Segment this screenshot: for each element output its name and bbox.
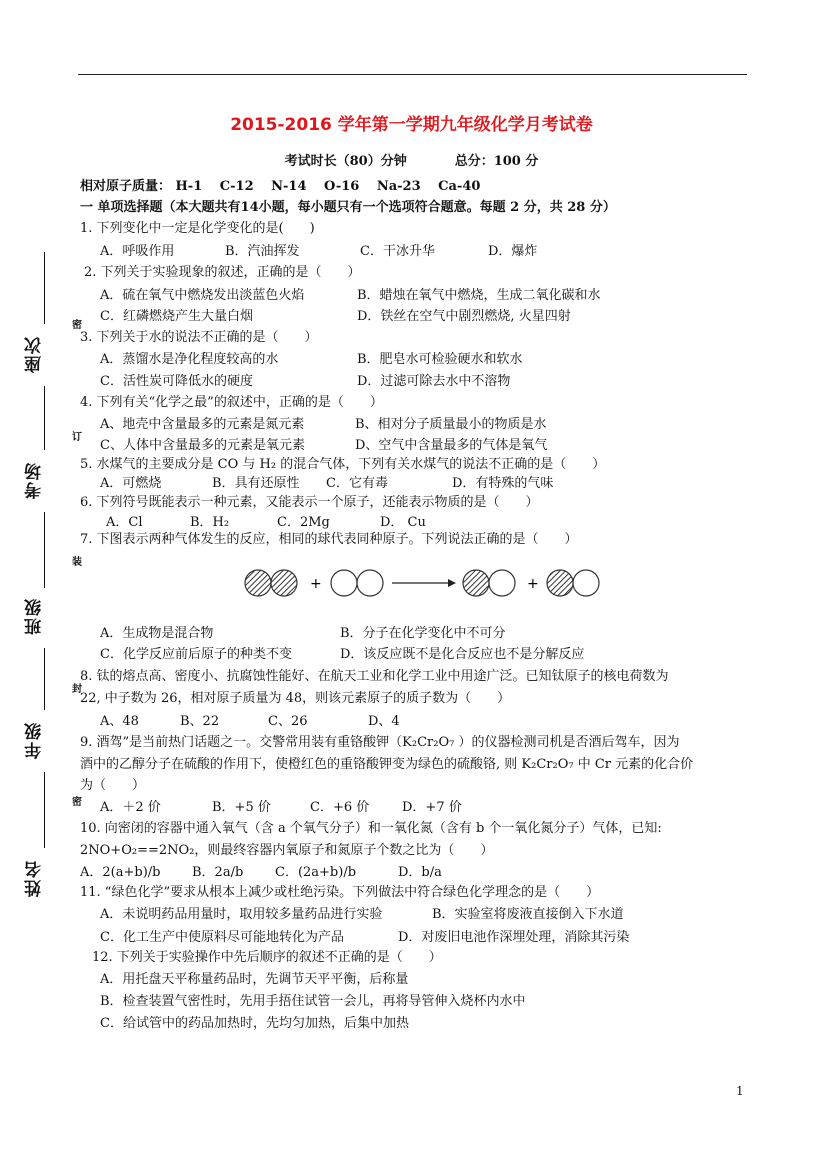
option-b: B、相对分子质量最小的物质是水 (355, 417, 547, 432)
side-label-name: 姓名 (25, 859, 45, 897)
reaction-diagram (240, 562, 610, 604)
option-a: A．呼吸作用 (100, 244, 175, 259)
option-c: C．红磷燃烧产生大量白烟 (100, 309, 253, 324)
question-stem: 10. 向密闭的容器中通入氧气（含 a 个氧气分子）和一氧化氮（含有 b 个一氧化氮分子）气体，已知: (80, 821, 662, 836)
question-stem: 6. 下列符号既能表示一种元素，又能表示一个原子，还能表示物质的是（ ） (80, 495, 539, 510)
exam-total: 总分：100 分 (454, 154, 539, 169)
atomic-masses: 相对原子质量： H-1 C-12 N-14 O-16 Na-23 Ca-40 (80, 179, 481, 194)
side-rule (44, 648, 45, 710)
option-d: D、4 (368, 714, 400, 729)
option-d: D．过滤可除去水中不溶物 (357, 374, 511, 389)
option-a: A．蒸馏水是净化程度较高的水 (100, 352, 279, 367)
option-b: B．蜡烛在氧气中燃烧，生成二氧化碳和水 (357, 288, 601, 303)
option-b: B．+5 价 (212, 800, 271, 815)
option-d: D．b/a (398, 865, 442, 880)
option-d: D、空气中含量最多的气体是氧气 (355, 438, 548, 453)
binding-char: 封 (72, 684, 82, 695)
option-b: B．实验室将废液直接倒入下水道 (432, 907, 624, 922)
molecule-white-pair (331, 570, 383, 596)
option-a: A．＋2 价 (100, 800, 161, 815)
binding-char: 装 (72, 557, 82, 568)
question-stem: 8. 钛的熔点高、密度小、抗腐蚀性能好、在航天工业和化学工业中用途广泛。已知钛原子的核电荷数为 (80, 669, 669, 684)
option-c: C．它有毒 (326, 476, 388, 491)
option-d: D．对废旧电池作深埋处理，消除其污染 (398, 930, 630, 945)
option-d: D．有特殊的气味 (452, 476, 554, 491)
exam-title: 2015-2016 学年第一学期九年级化学月考试卷 (230, 115, 593, 135)
side-rule (44, 772, 45, 848)
option-d: D．爆炸 (488, 244, 538, 259)
option-c: C．(2a+b)/b (275, 865, 357, 880)
option-d: D．铁丝在空气中剧烈燃烧, 火星四射 (357, 309, 571, 324)
plus-sign: + (310, 576, 322, 592)
side-label-room: 考场 (25, 461, 45, 499)
option-b: B．H₂ (190, 515, 230, 530)
molecule-hatched-pair (245, 570, 297, 596)
option-c: C．干冰升华 (360, 244, 435, 259)
option-b: B．2a/b (192, 865, 244, 880)
question-stem: 3. 下列关于水的说法不正确的是（ ） (80, 330, 318, 345)
question-stem-continued: 2NO+O₂==2NO₂，则最终容器内氧原子和氮原子个数之比为（ ） (80, 843, 494, 858)
molecule-mixed (547, 570, 599, 596)
option-b: B、22 (180, 714, 220, 729)
option-c: C．+6 价 (310, 800, 370, 815)
side-label-grade: 年级 (25, 721, 45, 759)
question-stem: 9. 酒驾”是当前热门话题之一。交警常用装有重铬酸钾（K₂Cr₂O₇ ）的仪器检测司机是否酒后驾车，因为 (80, 735, 680, 750)
option-a: A．生成物是混合物 (100, 626, 214, 641)
option-b: B．分子在化学变化中不可分 (340, 626, 506, 641)
option-c: C、26 (268, 714, 308, 729)
question-stem: 1. 下列变化中一定是化学变化的是( ) (80, 221, 315, 236)
option-c: C．给试管中的药品加热时，先均匀加热，后集中加热 (100, 1016, 409, 1031)
binding-char: 订 (72, 432, 82, 443)
option-c: C．活性炭可降低水的硬度 (100, 374, 253, 389)
header-rule (78, 74, 747, 75)
section-heading: 一 单项选择题（本大题共有14小题，每小题只有一个选项符合题意。每题 2 分，共 28 分） (80, 200, 616, 215)
option-c: C．2Mg (277, 515, 330, 530)
side-label-seat: 座次 (25, 335, 45, 373)
option-a: A．可燃烧 (100, 476, 162, 491)
page-number: 1 (736, 1084, 744, 1098)
option-d: D． Cu (380, 515, 426, 530)
question-stem: 11. “绿色化学”要求从根本上减少或杜绝污染。下列做法中符合绿色化学理念的是（ ） (80, 885, 600, 900)
option-a: A．用托盘天平称量药品时，先调节天平平衡，后称量 (100, 972, 409, 987)
question-stem: 7. 下图表示两种气体发生的反应，相同的球代表同种原子。下列说法正确的是（ ） (80, 532, 578, 547)
molecule-mixed (463, 570, 515, 596)
side-rule (44, 386, 45, 450)
question-stem: 4. 下列有关“化学之最”的叙述中，正确的是（ ） (80, 395, 383, 410)
option-a: A．硫在氧气中燃烧发出淡蓝色火焰 (100, 288, 305, 303)
exam-duration: 考试时长（80）分钟 (284, 154, 407, 169)
option-b: B．汽油挥发 (225, 244, 300, 259)
question-stem-continued: 为（ ） (80, 778, 146, 793)
question-stem-continued: 酒中的乙醇分子在硫酸的作用下，使橙红色的重铬酸钾变为绿色的硫酸铬, 则 K₂Cr₂O₇ 中 Cr 元素的化合价 (80, 757, 694, 772)
option-a: A．2(a+b)/b (80, 865, 161, 880)
side-rule (44, 512, 45, 588)
binding-char: 密 (72, 797, 82, 808)
option-c: C．化学反应前后原子的种类不变 (100, 647, 292, 662)
option-c: C、人体中含量最多的元素是氧元素 (100, 438, 305, 453)
option-a: A．Cl (106, 515, 143, 530)
side-label-class: 班级 (25, 597, 45, 635)
question-stem: 2. 下列关于实验现象的叙述，正确的是（ ） (84, 265, 361, 280)
binding-char: 密 (72, 320, 82, 331)
reaction-arrow-icon (392, 579, 456, 587)
option-b: B．检查装置气密性时，先用手捂住试管一会儿，再将导管伸入烧杯内水中 (100, 994, 526, 1009)
option-a: A、48 (100, 714, 139, 729)
side-rule (44, 252, 45, 324)
question-stem: 12. 下列关于实验操作中先后顺序的叙述不正确的是（ ） (92, 950, 442, 965)
option-a: A．未说明药品用量时，取用较多量药品进行实验 (100, 907, 383, 922)
question-stem: 5. 水煤气的主要成分是 CO 与 H₂ 的混合气体，下列有关水煤气的说法不正确的是（ ） (80, 457, 606, 472)
plus-sign: + (527, 576, 539, 592)
option-c: C．化工生产中使原料尽可能地转化为产品 (100, 930, 344, 945)
question-stem-continued: 22, 中子数为 26，相对原子质量为 48，则该元素原子的质子数为（ ） (80, 691, 511, 706)
option-d: D．+7 价 (402, 800, 462, 815)
exam-meta (0, 150, 823, 169)
option-b: B．具有还原性 (212, 476, 300, 491)
option-b: B．肥皂水可检验硬水和软水 (357, 352, 523, 367)
option-a: A、地壳中含量最多的元素是氮元素 (100, 417, 305, 432)
option-d: D．该反应既不是化合反应也不是分解反应 (340, 647, 585, 662)
